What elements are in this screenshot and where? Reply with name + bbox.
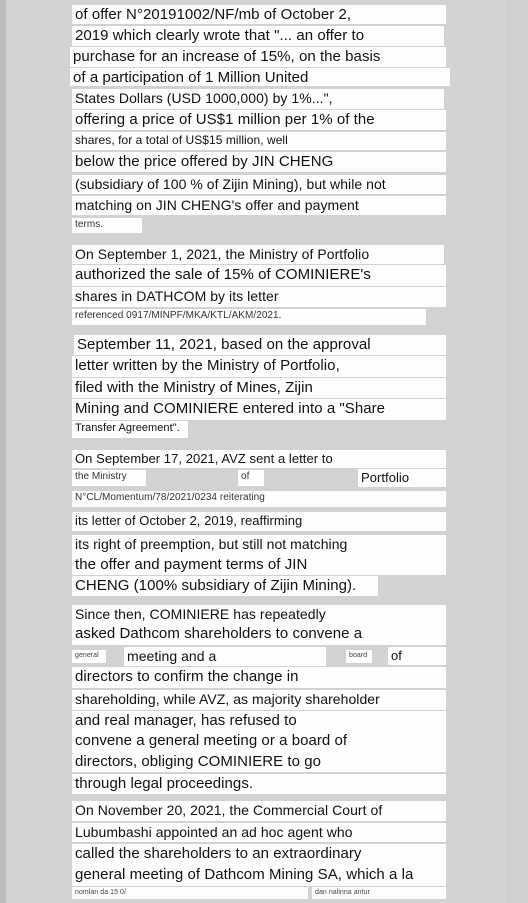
- text-line: shares in DATHCOM by its letter: [72, 287, 446, 307]
- text-line: of: [388, 647, 446, 665]
- text-line: On September 1, 2021, the Ministry of Portfolio: [72, 245, 444, 264]
- text-line: terms.: [72, 218, 142, 233]
- text-line: Mining and COMINIERE entered into a "Share: [72, 399, 446, 420]
- text-line: and real manager, has refused to: [72, 711, 446, 731]
- text-line: (subsidiary of 100 % of Zijin Mining), but while not: [72, 175, 446, 194]
- text-line: meeting and a: [124, 647, 326, 666]
- text-line: of offer N°20191002/NF/mb of October 2,: [72, 5, 446, 24]
- text-line: offering a price of US$1 million per 1% of the: [72, 110, 446, 130]
- text-line: N°CL/Momentum/78/2021/0234 reiterating: [72, 491, 446, 507]
- text-line: letter written by the Ministry of Portfolio,: [72, 356, 446, 377]
- text-line: directors to confirm the change in: [72, 667, 446, 688]
- text-line: filed with the Ministry of Mines, Zijin: [72, 378, 446, 398]
- text-line: September 11, 2021, based on the approval: [74, 335, 446, 355]
- text-line: Transfer Agreement".: [72, 421, 188, 438]
- text-line: general meeting of Dathcom Mining SA, which a la: [72, 865, 446, 886]
- text-line: its letter of October 2, 2019, reaffirming: [72, 512, 446, 531]
- text-line: of a participation of 1 Million United: [70, 68, 450, 86]
- text-line: general: [72, 650, 106, 663]
- text-line: matching on JIN CHENG's offer and payment: [72, 196, 446, 215]
- text-line: 2019 which clearly wrote that "... an offer to: [72, 26, 444, 46]
- text-line: asked Dathcom shareholders to convene a: [72, 624, 446, 645]
- text-line: nomlan da 15 0/: [72, 887, 308, 899]
- text-line: the offer and payment terms of JIN: [72, 555, 446, 575]
- text-line: CHENG (100% subsidiary of Zijin Mining).: [72, 576, 378, 596]
- text-line: of: [238, 470, 264, 486]
- text-line: its right of preemption, but still not matching: [72, 535, 446, 555]
- text-line: Portfolio: [358, 469, 446, 487]
- text-line: board: [346, 650, 372, 663]
- text-line: States Dollars (USD 1000,000) by 1%...",: [72, 89, 444, 109]
- text-line: directors, obliging COMINIERE to go: [72, 752, 446, 772]
- text-line: authorized the sale of 15% of COMINIERE's: [72, 265, 446, 286]
- text-line: Since then, COMINIERE has repeatedly: [72, 605, 446, 625]
- text-line: through legal proceedings.: [72, 774, 446, 794]
- page-right-margin: [506, 0, 528, 903]
- text-line: purchase for an increase of 15%, on the basis: [70, 47, 446, 67]
- text-line: shareholding, while AVZ, as majority shareholder: [72, 690, 446, 710]
- text-line: dan nalinna antur: [312, 887, 446, 899]
- text-line: Lubumbashi appointed an ad hoc agent who: [72, 823, 446, 842]
- text-line: convene a general meeting or a board of: [72, 731, 446, 752]
- page-left-edge: [0, 0, 6, 903]
- text-line: called the shareholders to an extraordinary: [72, 844, 446, 865]
- text-line: On November 20, 2021, the Commercial Court of: [72, 801, 446, 821]
- text-line: shares, for a total of US$15 million, well: [72, 132, 446, 150]
- text-line: On September 17, 2021, AVZ sent a letter to: [72, 450, 446, 468]
- text-line: below the price offered by JIN CHENG: [72, 152, 446, 172]
- text-line: the Ministry: [72, 470, 146, 486]
- text-line: referenced 0917/MINPF/MKA/KTL/AKM/2021.: [72, 309, 426, 325]
